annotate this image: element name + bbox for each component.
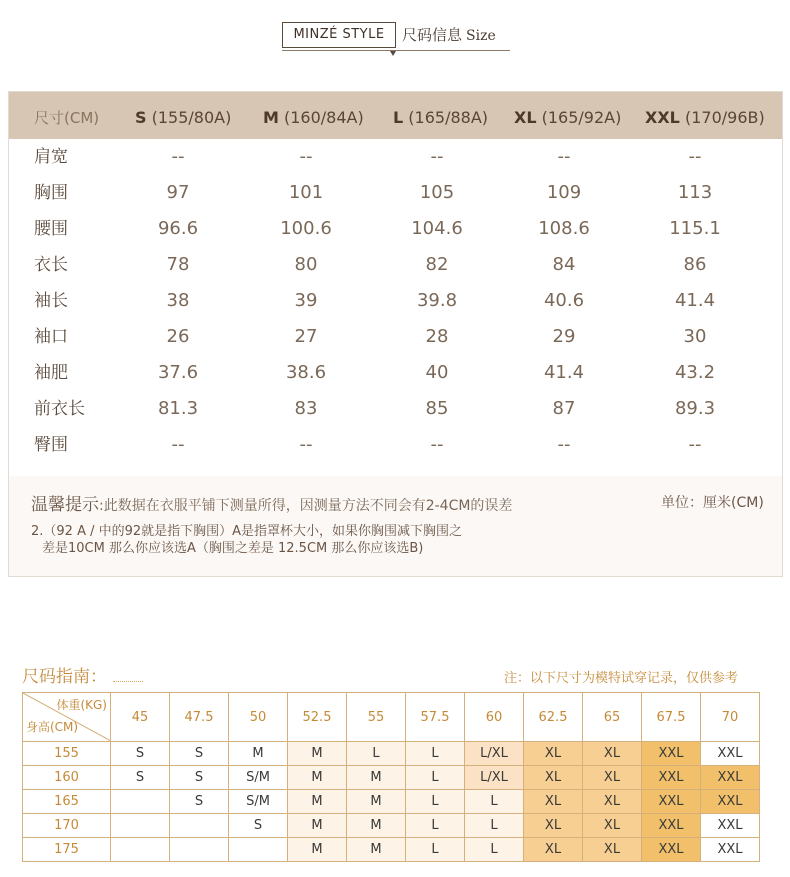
row-label: 肩宽: [34, 147, 68, 167]
cell-xl: --: [557, 434, 571, 455]
size-cell: [170, 838, 229, 862]
size-cell: M: [347, 814, 406, 838]
size-table-header: [9, 92, 782, 139]
col-spec: (170/96B): [679, 108, 765, 127]
table-row: [23, 766, 760, 790]
size-cell: L: [347, 742, 406, 766]
cell-l: 104.6: [411, 218, 463, 239]
cell-xl: 108.6: [538, 218, 590, 239]
col-s: [135, 92, 231, 139]
diagonal-header-cell: [23, 693, 111, 742]
page-title: [402, 22, 496, 48]
size-cell: XL: [524, 790, 583, 814]
table-row: [9, 175, 782, 211]
height-cell: 165: [23, 790, 111, 814]
notes-section: [9, 476, 782, 576]
cell-xxl: --: [688, 434, 702, 455]
weight-header: 45: [111, 693, 170, 742]
table-row: [23, 790, 760, 814]
cell-xxl: 41.4: [674, 290, 716, 311]
cell-s: 38: [166, 290, 190, 311]
weight-header: 60: [465, 693, 524, 742]
page-header: [0, 22, 790, 62]
cell-s: 37.6: [157, 362, 199, 383]
weight-header: 55: [347, 693, 406, 742]
row-label: 臀围: [34, 435, 68, 455]
col-size: XL: [514, 108, 537, 127]
corner-label: 尺寸(CM): [34, 109, 100, 127]
size-cell: L: [465, 790, 524, 814]
row-label: 袖长: [34, 291, 68, 311]
size-cell: L: [406, 766, 465, 790]
table-row: [9, 211, 782, 247]
size-cell: XL: [583, 766, 642, 790]
size-cell: XL: [524, 814, 583, 838]
cup-note-line1: 2.（92 A / 中的92就是指下胸围）A是指罩杯大小，如果你胸围减下胸围之: [31, 524, 463, 539]
height-cell: 170: [23, 814, 111, 838]
col-size: S: [135, 108, 147, 127]
cell-l: 28: [425, 326, 449, 347]
size-cell: XXL: [701, 790, 760, 814]
row-label: 前衣长: [34, 399, 85, 419]
table-row: [23, 814, 760, 838]
cell-l: 85: [425, 398, 449, 419]
size-cell: XL: [583, 790, 642, 814]
table-row: [9, 391, 782, 427]
weight-header: 47.5: [170, 693, 229, 742]
size-cell: M: [288, 838, 347, 862]
size-cell: S: [111, 766, 170, 790]
cell-xxl: 115.1: [669, 218, 721, 239]
size-cell: L/XL: [465, 742, 524, 766]
weight-header: 52.5: [288, 693, 347, 742]
size-cell: M: [288, 814, 347, 838]
size-cell: M: [288, 766, 347, 790]
size-cell: L: [406, 790, 465, 814]
cell-s: --: [171, 146, 185, 167]
size-cell: M: [229, 742, 288, 766]
height-cell: 160: [23, 766, 111, 790]
cell-m: 39: [294, 290, 318, 311]
unit-label: 单位：厘米(CM): [661, 495, 764, 511]
weight-header: 50: [229, 693, 288, 742]
size-cell: [229, 838, 288, 862]
row-label: 袖口: [34, 327, 68, 347]
col-spec: (155/80A): [146, 108, 232, 127]
table-row: [9, 355, 782, 391]
cell-s: 26: [166, 326, 190, 347]
cup-note: [31, 523, 462, 557]
cell-l: 40: [425, 362, 449, 383]
weight-label: 体重(KG): [56, 698, 107, 712]
cell-xxl: --: [688, 146, 702, 167]
size-cell: XXL: [642, 766, 701, 790]
size-cell: L: [406, 838, 465, 862]
size-cell: XL: [583, 838, 642, 862]
size-cell: S: [229, 814, 288, 838]
size-cell: S: [170, 742, 229, 766]
size-cell: [111, 790, 170, 814]
col-spec: (160/84A): [278, 108, 364, 127]
table-row: [9, 427, 782, 463]
size-cell: M: [288, 742, 347, 766]
cell-l: 39.8: [416, 290, 458, 311]
size-cell: L: [465, 838, 524, 862]
cell-s: 97: [166, 182, 190, 203]
size-cell: [111, 814, 170, 838]
size-cell: XXL: [701, 838, 760, 862]
size-cell: XL: [524, 742, 583, 766]
cell-xxl: 86: [683, 254, 707, 275]
col-size: XXL: [645, 108, 680, 127]
size-cell: XXL: [701, 814, 760, 838]
cell-m: 100.6: [280, 218, 332, 239]
size-cell: XXL: [642, 838, 701, 862]
size-cell: XL: [524, 766, 583, 790]
size-cell: [170, 814, 229, 838]
size-cell: S: [170, 790, 229, 814]
cell-m: 83: [294, 398, 318, 419]
weight-header: 62.5: [524, 693, 583, 742]
size-cell: XL: [583, 742, 642, 766]
size-cell: XXL: [642, 742, 701, 766]
cell-s: 81.3: [157, 398, 199, 419]
cell-l: 82: [425, 254, 449, 275]
cell-m: --: [299, 146, 313, 167]
cell-xxl: 89.3: [674, 398, 716, 419]
size-cell: XL: [583, 814, 642, 838]
cell-s: --: [171, 434, 185, 455]
table-row: [9, 247, 782, 283]
cell-m: 38.6: [285, 362, 327, 383]
cell-xl: 40.6: [543, 290, 585, 311]
height-cell: 175: [23, 838, 111, 862]
row-label: 袖肥: [34, 363, 68, 383]
size-cell: XXL: [701, 742, 760, 766]
cell-l: --: [430, 146, 444, 167]
col-xl: [514, 92, 621, 139]
size-cell: S/M: [229, 766, 288, 790]
size-cell: XL: [524, 838, 583, 862]
cell-s: 78: [166, 254, 190, 275]
size-measurement-panel: [8, 91, 783, 577]
size-cell: M: [288, 790, 347, 814]
size-cell: M: [347, 790, 406, 814]
cell-xl: 84: [552, 254, 576, 275]
size-cell: XXL: [642, 790, 701, 814]
cell-xxl: 30: [683, 326, 707, 347]
table-row: [9, 139, 782, 175]
size-cell: XXL: [701, 766, 760, 790]
size-cell: S: [111, 742, 170, 766]
size-cell: S/M: [229, 790, 288, 814]
height-label: 身高(CM): [26, 720, 79, 734]
weight-header: 70: [701, 693, 760, 742]
table-row: [9, 319, 782, 355]
cell-m: 101: [288, 182, 324, 203]
height-cell: 155: [23, 742, 111, 766]
row-label: 衣长: [34, 255, 68, 275]
guide-title-decoration: [113, 673, 143, 682]
col-size: L: [393, 108, 404, 127]
cell-m: 80: [294, 254, 318, 275]
table-row: [23, 742, 760, 766]
cell-xl: 41.4: [543, 362, 585, 383]
col-spec: (165/88A): [403, 108, 489, 127]
size-cell: L: [406, 742, 465, 766]
cell-m: --: [299, 434, 313, 455]
cell-l: --: [430, 434, 444, 455]
col-l: [393, 92, 488, 139]
size-cell: L: [406, 814, 465, 838]
brand-logo: MINZÉ STYLE: [282, 22, 396, 48]
title-cn: 尺码信息: [402, 26, 463, 44]
table-row: [9, 283, 782, 319]
row-label: 腰围: [34, 219, 68, 239]
cell-s: 96.6: [157, 218, 199, 239]
cell-xl: --: [557, 146, 571, 167]
col-size: M: [263, 108, 279, 127]
size-cell: L/XL: [465, 766, 524, 790]
size-cell: M: [347, 838, 406, 862]
guide-title-text: 尺码指南：: [22, 667, 107, 687]
cell-xl: 109: [546, 182, 582, 203]
cell-m: 27: [294, 326, 318, 347]
header-pointer: [390, 51, 396, 56]
cell-xxl: 43.2: [674, 362, 716, 383]
weight-header: 57.5: [406, 693, 465, 742]
size-cell: M: [347, 766, 406, 790]
weight-header: 65: [583, 693, 642, 742]
cell-xxl: 113: [677, 182, 713, 203]
size-cell: XXL: [642, 814, 701, 838]
title-en: Size: [466, 28, 496, 44]
cup-note-line2: 差是10CM 那么你应该选A（胸围之差是 12.5CM 那么你应该选B): [42, 541, 424, 556]
guide-note: 注：以下尺寸为模特试穿记录，仅供参考: [504, 671, 739, 686]
header-underline: [282, 50, 510, 51]
weight-header: 67.5: [642, 693, 701, 742]
tip-note: [31, 490, 512, 515]
size-cell: S: [170, 766, 229, 790]
guide-title: [22, 662, 143, 687]
tip-title: 温馨提示: [31, 495, 99, 515]
col-spec: (165/92A): [536, 108, 622, 127]
tip-text: :此数据在衣服平铺下测量所得，因测量方法不同会有2-4CM的误差: [99, 498, 513, 514]
table-row: [23, 838, 760, 862]
size-cell: [111, 838, 170, 862]
cell-l: 105: [419, 182, 455, 203]
row-label: 胸围: [34, 183, 68, 203]
size-cell: L: [465, 814, 524, 838]
size-guide-table: [22, 692, 760, 862]
col-m: [263, 92, 364, 139]
cell-xl: 29: [552, 326, 576, 347]
guide-header-row: [23, 693, 760, 742]
size-table-body: [9, 139, 782, 476]
cell-xl: 87: [552, 398, 576, 419]
col-xxl: [645, 92, 765, 139]
